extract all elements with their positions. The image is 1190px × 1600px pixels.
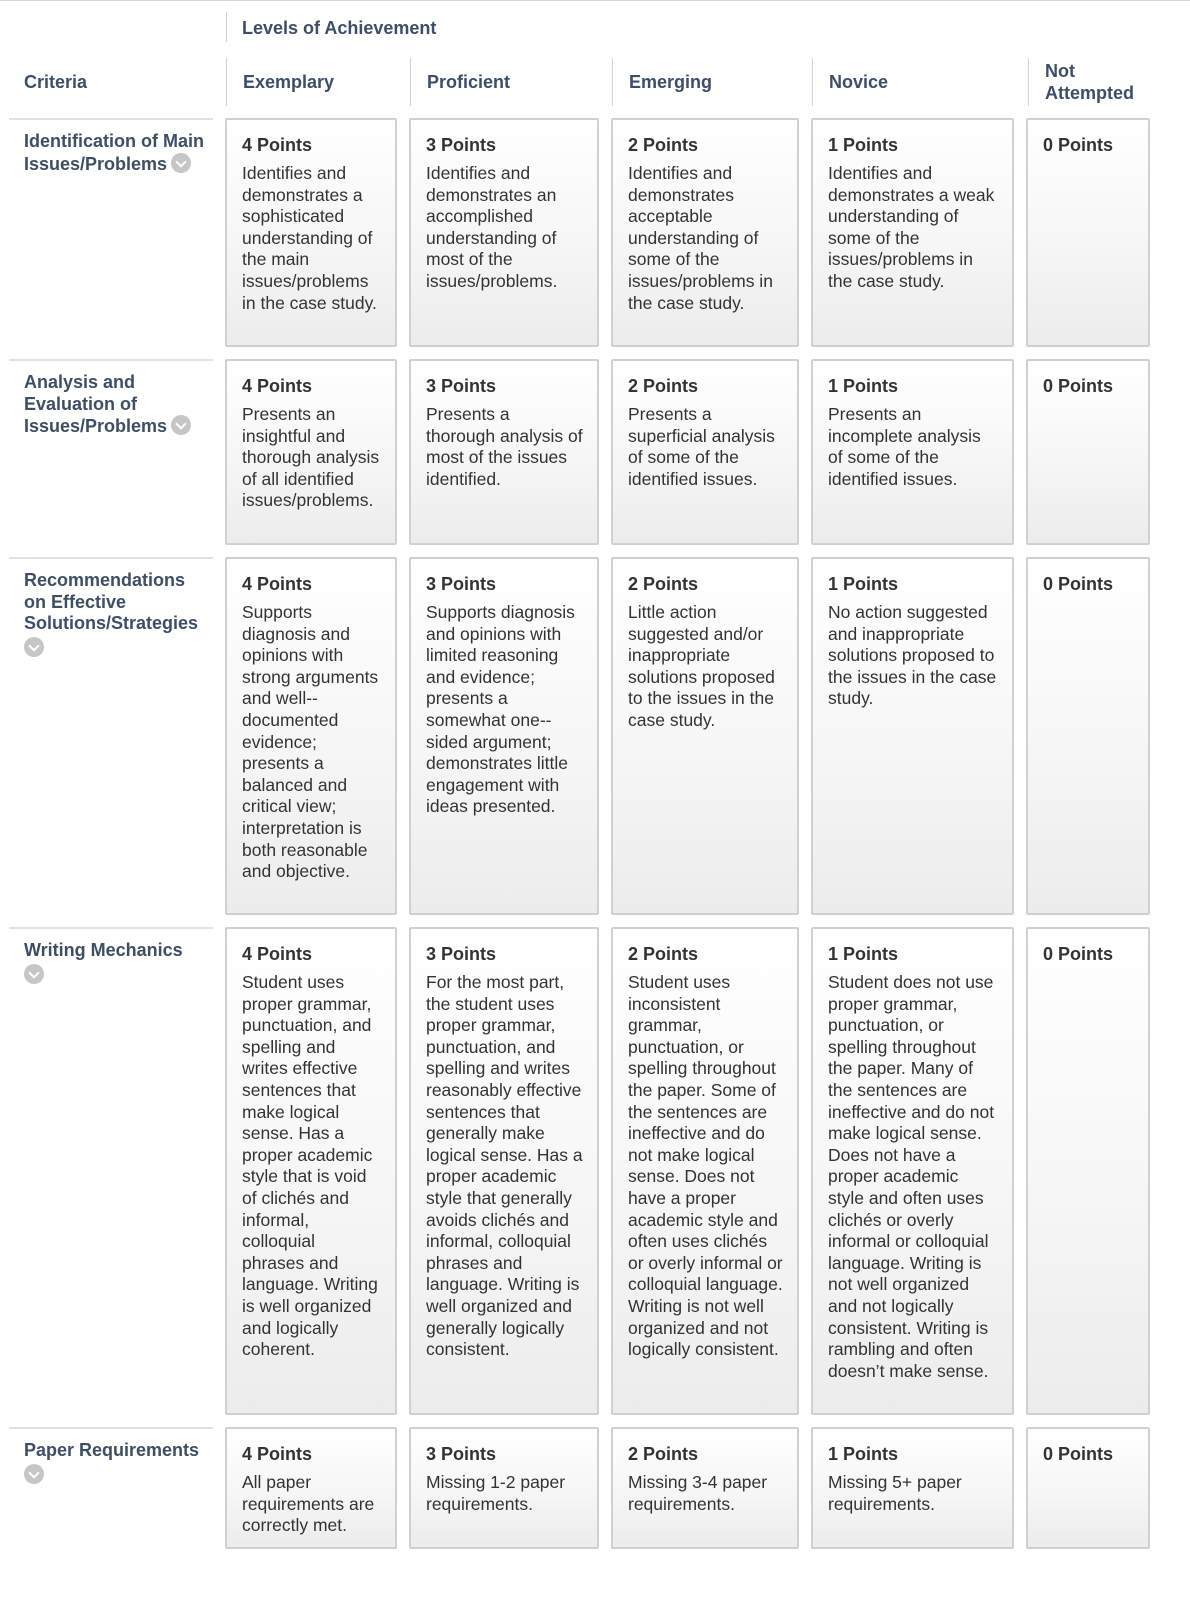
rubric-row-recommendations	[0, 557, 1190, 915]
cell-points: 2 Points	[628, 135, 699, 155]
rubric-row-analysis	[0, 359, 1190, 545]
rubric-cell-emerging[interactable]	[611, 359, 799, 545]
cell-points: 1 Points	[828, 376, 899, 396]
rubric-row-paper-requirements	[0, 1427, 1190, 1549]
cell-points: 3 Points	[426, 1444, 497, 1464]
rubric-cell-emerging[interactable]	[611, 118, 799, 347]
cell-description: Supports diagnosis and opinions with limited reasoning and evidence; presents a somewhat one--sided argument; demonstrates little engagement with ideas presented.	[426, 602, 575, 817]
rubric-cell-proficient[interactable]	[409, 118, 599, 347]
cell-description: No action suggested and inappropriate solutions proposed to the issues in the case study.	[828, 602, 997, 709]
cell-points: 0 Points	[1043, 1444, 1114, 1464]
cell-points: 3 Points	[426, 376, 497, 396]
rubric-cell-novice[interactable]	[811, 118, 1014, 347]
cell-points: 0 Points	[1043, 135, 1114, 155]
criterion-label	[24, 570, 206, 657]
cell-points: 3 Points	[426, 135, 497, 155]
cell-points: 0 Points	[1043, 574, 1114, 594]
chevron-down-icon[interactable]	[24, 1464, 44, 1484]
cell-points: 2 Points	[628, 376, 699, 396]
cell-points: 3 Points	[426, 944, 497, 964]
rubric-cell-proficient[interactable]	[409, 1427, 599, 1549]
criterion-title: Recommendations on Effective Solutions/Strategies	[24, 570, 199, 633]
level-header-emerging: Emerging	[612, 58, 800, 106]
rubric-cell-emerging[interactable]	[611, 1427, 799, 1549]
criteria-column-header: Criteria	[24, 72, 88, 92]
cell-points: 2 Points	[628, 1444, 699, 1464]
rubric-header-row	[0, 58, 1190, 106]
levels-of-achievement-title: Levels of Achievement	[242, 18, 437, 38]
cell-description: Presents a thorough analysis of most of the issues identified.	[426, 404, 583, 489]
rubric-cell-emerging[interactable]	[611, 927, 799, 1415]
cell-description: Presents an incomplete analysis of some of the identified issues.	[828, 404, 981, 489]
top-divider	[0, 0, 1190, 1]
cell-description: Student does not use proper grammar, punctuation, or spelling throughout the paper. Many of the sentences are ineffective and do not make logical sense. Does not have a proper academic style and often uses clichés or overly informal or colloquial language. Writing is not well organized and not logically consistent. Writing is rambling and often doesn’t make sense.	[828, 972, 995, 1381]
rubric-cell-exemplary[interactable]	[225, 359, 397, 545]
cell-points: 0 Points	[1043, 944, 1114, 964]
cell-points: 4 Points	[242, 944, 313, 964]
rubric-cell-novice[interactable]	[811, 557, 1014, 915]
cell-description: Student uses proper grammar, punctuation, and spelling and writes effective sentences that make logical sense. Has a proper academic style that is void of clichés and informal, colloquial phrases and language. Writing is well organized and logically coherent.	[242, 972, 378, 1360]
cell-description: Presents an insightful and thorough analysis of all identified issues/problems.	[242, 404, 380, 511]
criterion-title: Analysis and Evaluation of Issues/Problems	[24, 372, 168, 436]
row-divider	[9, 927, 213, 929]
criterion-label	[24, 131, 206, 175]
rubric-cell-not-attempted[interactable]	[1026, 1427, 1150, 1549]
rubric-cell-proficient[interactable]	[409, 557, 599, 915]
level-header-proficient: Proficient	[410, 58, 600, 106]
cell-description: Missing 5+ paper requirements.	[828, 1472, 962, 1514]
cell-points: 3 Points	[426, 574, 497, 594]
level-header-novice: Novice	[812, 58, 1014, 106]
rubric-cell-novice[interactable]	[811, 927, 1014, 1415]
cell-points: 2 Points	[628, 944, 699, 964]
cell-description: Missing 3-4 paper requirements.	[628, 1472, 768, 1514]
cell-description: Presents a superficial analysis of some of the identified issues.	[628, 404, 775, 489]
cell-description: Missing 1-2 paper requirements.	[426, 1472, 566, 1514]
rubric-cell-exemplary[interactable]	[225, 927, 397, 1415]
rubric-cell-exemplary[interactable]	[225, 557, 397, 915]
chevron-down-icon[interactable]	[171, 415, 191, 435]
rubric-row-identification	[0, 118, 1190, 347]
rubric-cell-proficient[interactable]	[409, 927, 599, 1415]
cell-points: 4 Points	[242, 135, 313, 155]
cell-description: Identifies and demonstrates a weak understanding of some of the issues/problems in the case study.	[828, 163, 995, 291]
levels-divider	[226, 12, 227, 42]
cell-points: 2 Points	[628, 574, 699, 594]
cell-description: Identifies and demonstrates an accomplished understanding of most of the issues/problems.	[426, 163, 558, 291]
cell-points: 1 Points	[828, 1444, 899, 1464]
cell-description: Student uses inconsistent grammar, punctuation, or spelling throughout the paper. Some of the sentences are ineffective and do not make logical sense. Does not have a proper academic style and often uses clichés or overly informal or colloquial language. Writing is not well organized and not logically consistent.	[628, 972, 783, 1360]
cell-points: 4 Points	[242, 376, 313, 396]
cell-description: All paper requirements are correctly met.	[242, 1472, 375, 1536]
cell-points: 4 Points	[242, 1444, 313, 1464]
cell-points: 4 Points	[242, 574, 313, 594]
chevron-down-icon[interactable]	[24, 964, 44, 984]
criterion-label	[24, 1440, 206, 1484]
row-divider	[9, 1427, 213, 1429]
rubric-cell-not-attempted[interactable]	[1026, 927, 1150, 1415]
level-header-exemplary: Exemplary	[226, 58, 398, 106]
cell-points: 0 Points	[1043, 376, 1114, 396]
row-divider	[9, 359, 213, 361]
rubric-cell-novice[interactable]	[811, 1427, 1014, 1549]
cell-description: Supports diagnosis and opinions with strong arguments and well--documented evidence; presents a balanced and critical view; interpretation is both reasonable and objective.	[242, 602, 379, 882]
rubric-row-writing-mechanics	[0, 927, 1190, 1415]
chevron-down-icon[interactable]	[24, 637, 44, 657]
cell-description: Identifies and demonstrates a sophisticated understanding of the main issues/problems in the case study.	[242, 163, 377, 313]
criterion-label	[24, 940, 206, 984]
criterion-title: Identification of Main Issues/Problems	[24, 131, 204, 174]
rubric-cell-novice[interactable]	[811, 359, 1014, 545]
rubric-cell-exemplary[interactable]	[225, 1427, 397, 1549]
rubric-cell-emerging[interactable]	[611, 557, 799, 915]
cell-description: For the most part, the student uses proper grammar, punctuation, and spelling and writes reasonably effective sentences that generally make logical sense. Has a proper academic style that generally avoids clichés and informal, colloquial phrases and language. Writing is well organized and generally logically consistent.	[426, 972, 583, 1360]
row-divider	[9, 557, 213, 559]
cell-points: 1 Points	[828, 944, 899, 964]
rubric-cell-exemplary[interactable]	[225, 118, 397, 347]
rubric-cell-proficient[interactable]	[409, 359, 599, 545]
level-header-not-attempted: Not Attempted	[1028, 58, 1156, 106]
cell-points: 1 Points	[828, 135, 899, 155]
criterion-title: Writing Mechanics	[24, 940, 183, 960]
cell-description: Identifies and demonstrates acceptable understanding of some of the issues/problems in the case study.	[628, 163, 773, 313]
cell-points: 1 Points	[828, 574, 899, 594]
rubric-cell-not-attempted[interactable]	[1026, 118, 1150, 347]
row-divider	[9, 118, 213, 120]
cell-description: Little action suggested and/or inappropriate solutions proposed to the issues in the case study.	[628, 602, 775, 730]
rubric-cell-not-attempted[interactable]	[1026, 359, 1150, 545]
chevron-down-icon[interactable]	[171, 153, 191, 173]
criterion-label	[24, 372, 206, 438]
rubric-cell-not-attempted[interactable]	[1026, 557, 1150, 915]
criterion-title: Paper Requirements	[24, 1440, 200, 1460]
